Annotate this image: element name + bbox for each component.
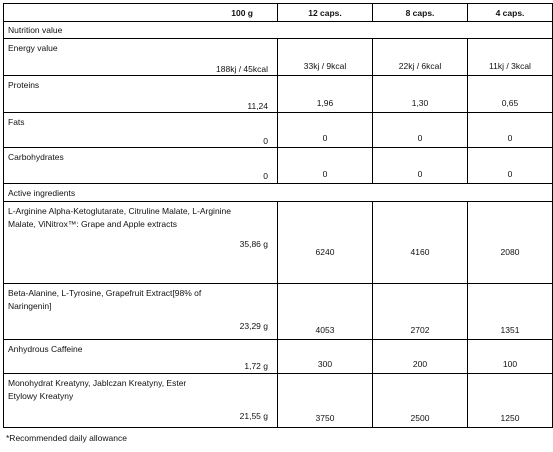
section-nutrition-value — [4, 22, 553, 39]
nutrition-table — [3, 3, 553, 428]
row-label: Carbohydrates — [8, 152, 64, 162]
table-row — [4, 284, 553, 340]
section-title: Nutrition value — [4, 22, 553, 39]
row-label: Monohydrat Kreatyny, Jablczan Kreatyny, Ester Etylowy Kreatyny — [8, 378, 187, 401]
value-12-caps: 0 — [278, 113, 373, 148]
table-row — [4, 202, 553, 284]
value-per-100g: 21,55 g — [239, 411, 268, 421]
value-12-caps: 33kj / 9kcal — [278, 39, 373, 76]
value-4-caps: 11kj / 3kcal — [468, 39, 553, 76]
value-8-caps: 0 — [373, 148, 468, 184]
value-12-caps: 300 — [278, 340, 373, 374]
header-4-caps: 4 caps. — [468, 4, 553, 22]
value-per-100g: 0 — [263, 135, 268, 146]
table-row — [4, 340, 553, 374]
nutrition-facts-panel — [3, 3, 531, 443]
value-per-100g: 11,24 — [247, 100, 268, 111]
section-title: Active ingredients — [4, 184, 553, 202]
row-label: Beta-Alanine, L-Tyrosine, Grapefruit Extract[98% of Naringenin] — [8, 288, 202, 311]
value-per-100g: 1,72 g — [244, 360, 268, 371]
table-row — [4, 374, 553, 428]
value-4-caps: 2080 — [468, 202, 553, 284]
value-8-caps: 2702 — [373, 284, 468, 340]
value-8-caps: 2500 — [373, 374, 468, 428]
value-8-caps: 1,30 — [373, 76, 468, 113]
row-label: Energy value — [8, 43, 58, 53]
value-12-caps: 0 — [278, 148, 373, 184]
value-per-100g: 35,86 g — [239, 239, 268, 249]
value-4-caps: 0 — [468, 148, 553, 184]
value-per-100g: 188kj / 45kcal — [216, 63, 268, 74]
table-row — [4, 76, 553, 113]
value-4-caps: 0,65 — [468, 76, 553, 113]
table-header-row — [4, 4, 553, 22]
value-8-caps: 0 — [373, 113, 468, 148]
row-label: Proteins — [8, 80, 40, 90]
row-label: Fats — [8, 117, 25, 127]
section-active-ingredients — [4, 184, 553, 202]
value-8-caps: 22kj / 6kcal — [373, 39, 468, 76]
value-per-100g: 0 — [263, 170, 268, 181]
value-12-caps: 4053 — [278, 284, 373, 340]
header-12-caps: 12 caps. — [278, 4, 373, 22]
value-12-caps: 3750 — [278, 374, 373, 428]
value-8-caps: 4160 — [373, 202, 468, 284]
value-4-caps: 1250 — [468, 374, 553, 428]
header-per-100g: 100 g — [4, 4, 278, 22]
row-label: Anhydrous Caffeine — [8, 344, 83, 354]
value-8-caps: 200 — [373, 340, 468, 374]
value-12-caps: 1,96 — [278, 76, 373, 113]
value-12-caps: 6240 — [278, 202, 373, 284]
table-row — [4, 39, 553, 76]
value-4-caps: 0 — [468, 113, 553, 148]
header-8-caps: 8 caps. — [373, 4, 468, 22]
row-label: L-Arginine Alpha-Ketoglutarate, Citruline Malate, L-Arginine Malate, ViNitrox™: Grape and Apple extracts — [8, 206, 232, 229]
table-row — [4, 113, 553, 148]
table-row — [4, 148, 553, 184]
value-4-caps: 1351 — [468, 284, 553, 340]
value-per-100g: 23,29 g — [239, 321, 268, 331]
value-4-caps: 100 — [468, 340, 553, 374]
footnote: *Recommended daily allowance — [6, 433, 127, 443]
